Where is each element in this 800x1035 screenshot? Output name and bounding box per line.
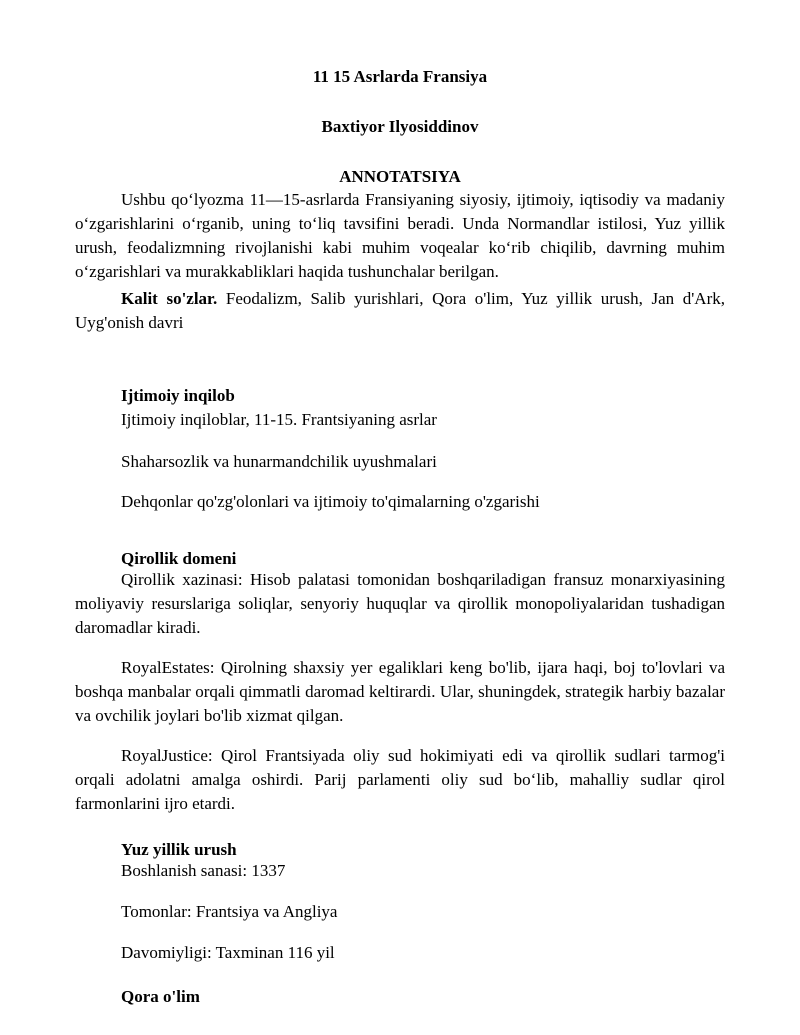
list-item: Ijtimoiy inqiloblar, 11-15. Frantsiyaning asrlar bbox=[121, 410, 437, 429]
paragraph-royal-justice: RoyalJustice: Qirol Frantsiyada oliy sud hokimiyati edi va qirollik sudlari tarmog'i orqali adolatni amalga oshirdi. Parij parlamenti oliy sud bo‘lib, mahalliy sudlar qirol farmonlarini ijro etardi. bbox=[75, 746, 725, 813]
keywords-label: Kalit so'zlar. bbox=[121, 289, 218, 308]
section-heading-social-revolution: Ijtimoiy inqilob bbox=[121, 386, 235, 405]
section-heading-hundred-years-war: Yuz yillik urush bbox=[121, 840, 237, 859]
list-item: Shaharsozlik va hunarmandchilik uyushmalari bbox=[121, 452, 437, 471]
annotation-paragraph: Ushbu qo‘lyozma 11—15-asrlarda Fransiyaning siyosiy, ijtimoiy, iqtisodiy va madaniy o‘zgarishlarini o‘rganib, uning to‘liq tavsifini beradi. Unda Normandlar istilosi, Yuz yillik urush, feodalizmning rivojlanishi kabi muhim voqealar ko‘rib chiqilib, davrning muhim o‘zgarishlari va murakkabliklari haqida tushunchalar berilgan. bbox=[75, 190, 725, 281]
document-author: Baxtiyor Ilyosiddinov bbox=[321, 117, 479, 136]
list-item: Davomiyligi: Taxminan 116 yil bbox=[121, 943, 335, 962]
list-item: Tomonlar: Frantsiya va Angliya bbox=[121, 902, 338, 921]
paragraph-royal-treasury: Qirollik xazinasi: Hisob palatasi tomonidan boshqariladigan fransuz monarxiyasining moliyaviy resurslariga soliqlar, senyoriy huquqlar va qirollik monopoliyalaridan tushadigan daromadlar kiradi. bbox=[75, 570, 725, 637]
keywords-paragraph bbox=[75, 287, 725, 335]
keywords-text: Feodalizm, Salib yurishlari, Qora o'lim, Yuz yillik urush, Jan d'Ark, Uyg'onish davri bbox=[75, 289, 725, 332]
document-title: 11 15 Asrlarda Fransiya bbox=[312, 67, 488, 86]
section-heading-black-death: Qora o'lim bbox=[121, 987, 200, 1006]
paragraph-royal-estates: RoyalEstates: Qirolning shaxsiy yer egaliklari keng bo'lib, ijara haqi, boj to'lovlari va boshqa manbalar orqali qimmatli daromad keltirardi. Ular, shuningdek, strategik harbiy bazalar va ovchilik joylari bo'lib xizmat qilgan. bbox=[75, 658, 725, 725]
list-item: Boshlanish sanasi: 1337 bbox=[121, 861, 286, 880]
list-item: Dehqonlar qo'zg'olonlari va ijtimoiy to'qimalarning o'zgarishi bbox=[121, 492, 540, 511]
section-heading-royal-domain: Qirollik domeni bbox=[121, 549, 237, 568]
annotation-heading: ANNOTATSIYA bbox=[339, 167, 461, 186]
